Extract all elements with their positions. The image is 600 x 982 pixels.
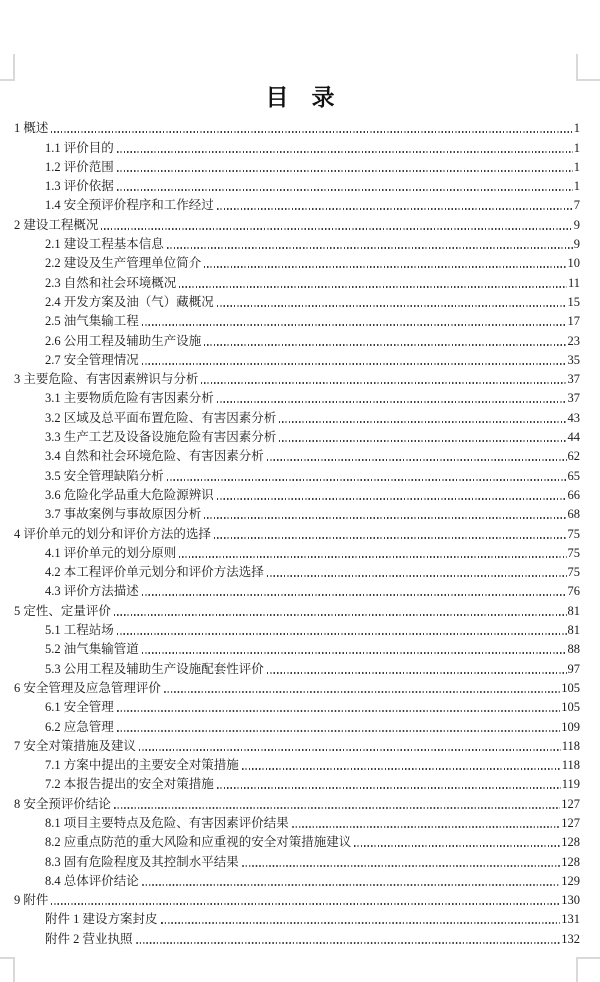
- toc-entry-label: 3.4 自然和社会环境危险、有害因素分析: [45, 449, 264, 464]
- toc-entry[interactable]: [14, 657, 580, 676]
- toc-entry[interactable]: [14, 619, 580, 638]
- toc-entry-label: 5.2 油气集输管道: [45, 642, 139, 657]
- toc-entry-label: 8.2 应重点防范的重大风险和应重视的安全对策措施建议: [45, 835, 352, 850]
- toc-entry-label: 3.1 主要物质危险有害因素分析: [45, 391, 214, 406]
- toc-leader-dots: [214, 537, 567, 539]
- toc-entry-page: 76: [567, 584, 580, 599]
- toc-entry[interactable]: [14, 349, 580, 368]
- toc-entry-page: 37: [567, 391, 580, 406]
- toc-entry-label: 8.3 固有危险程度及其控制水平结果: [45, 854, 239, 869]
- toc-entry[interactable]: [14, 696, 580, 715]
- toc-leader-dots: [161, 922, 561, 924]
- toc-entry-label: 2 建设工程概况: [14, 217, 99, 232]
- toc-entry-label: 1.1 评价目的: [45, 140, 114, 155]
- toc-entry[interactable]: [14, 213, 580, 232]
- toc-entry-page: 15: [567, 294, 580, 309]
- toc-entry[interactable]: [14, 715, 580, 734]
- toc-entry-label: 4.1 评价单元的划分原则: [45, 545, 177, 560]
- toc-leader-dots: [142, 652, 567, 654]
- toc-entry-page: 97: [567, 661, 580, 676]
- toc-entry-label: 8 安全预评价结论: [14, 796, 111, 811]
- toc-entry-page: 1: [573, 140, 580, 155]
- toc-entry-page: 1: [573, 121, 580, 136]
- toc-entry-page: 75: [567, 565, 580, 580]
- toc-leader-dots: [167, 479, 567, 481]
- toc-entry-page: 75: [567, 545, 580, 560]
- toc-leader-dots: [267, 459, 567, 461]
- toc-entry-page: 9: [573, 217, 580, 232]
- toc-entry-label: 3.5 安全管理缺陷分析: [45, 468, 164, 483]
- toc-leader-dots: [201, 382, 566, 384]
- toc-entry-page: 37: [567, 372, 580, 387]
- toc-leader-dots: [117, 151, 573, 153]
- toc-leader-dots: [114, 807, 560, 809]
- toc-entry-label: 9 附件: [14, 893, 49, 908]
- toc-entry[interactable]: [14, 735, 580, 754]
- toc-entry-page: 62: [567, 449, 580, 464]
- toc-leader-dots: [51, 903, 560, 905]
- toc-entry[interactable]: [14, 638, 580, 657]
- toc-entry-page: 132: [561, 931, 580, 946]
- toc-leader-dots: [354, 845, 560, 847]
- toc-entry-label: 附件 2 营业执照: [45, 931, 133, 946]
- toc-entry-label: 2.6 公用工程及辅助生产设施: [45, 333, 202, 348]
- toc-entry[interactable]: [14, 406, 580, 425]
- toc-entry-page: 128: [561, 835, 580, 850]
- toc-leader-dots: [142, 594, 567, 596]
- toc-entry[interactable]: [14, 484, 580, 503]
- toc-entry[interactable]: [14, 580, 580, 599]
- toc-entry[interactable]: [14, 368, 580, 387]
- toc-leader-dots: [217, 401, 567, 403]
- toc-leader-dots: [217, 787, 561, 789]
- toc-entry-page: 9: [573, 237, 580, 252]
- toc-entry[interactable]: [14, 271, 580, 290]
- toc-entry-label: 2.1 建设工程基本信息: [45, 237, 164, 252]
- toc-leader-dots: [292, 826, 560, 828]
- toc-entry[interactable]: [14, 908, 580, 927]
- toc-entry-label: 8.1 项目主要特点及危险、有害因素评价结果: [45, 815, 289, 830]
- toc-entry-label: 2.4 开发方案及油（气）藏概况: [45, 294, 214, 309]
- toc-entry-label: 6 安全管理及应急管理评价: [14, 680, 161, 695]
- toc-entry[interactable]: [14, 156, 580, 175]
- toc-entry-label: 3.2 区域及总平面布置危险、有害因素分析: [45, 410, 277, 425]
- toc-entry-label: 6.2 应急管理: [45, 719, 114, 734]
- toc-entry[interactable]: [14, 503, 580, 522]
- toc-entry-page: 127: [561, 796, 580, 811]
- toc-leader-dots: [164, 691, 560, 693]
- toc-leader-dots: [267, 672, 567, 674]
- toc-entry-page: 81: [567, 603, 580, 618]
- toc-entry-page: 10: [567, 256, 580, 271]
- toc-leader-dots: [242, 768, 561, 770]
- toc-entry-page: 128: [561, 854, 580, 869]
- toc-leader-dots: [101, 228, 572, 230]
- toc-leader-dots: [217, 305, 567, 307]
- toc-entry-page: 44: [567, 430, 580, 445]
- toc-entry-label: 4.2 本工程评价单元划分和评价方法选择: [45, 565, 264, 580]
- toc-entry[interactable]: [14, 927, 580, 946]
- toc-entry-page: 1: [573, 179, 580, 194]
- toc-leader-dots: [204, 266, 566, 268]
- toc-leader-dots: [279, 421, 566, 423]
- margin-mark-bottom-left-vertical: [13, 957, 15, 982]
- margin-mark-top-left-vertical: [13, 54, 15, 81]
- margin-mark-top-left-horizontal: [0, 79, 15, 81]
- toc-entry-page: 130: [561, 893, 580, 908]
- toc-entry-label: 4 评价单元的划分和评价方法的选择: [14, 526, 211, 541]
- toc-entry-label: 7 安全对策措施及建议: [14, 738, 136, 753]
- toc-entry[interactable]: [14, 136, 580, 155]
- toc-entry[interactable]: [14, 329, 580, 348]
- toc-entry[interactable]: [14, 754, 580, 773]
- toc-entry[interactable]: [14, 310, 580, 329]
- toc-leader-dots: [242, 865, 560, 867]
- toc-entry-label: 1.2 评价范围: [45, 159, 114, 174]
- toc-entry-page: 23: [567, 333, 580, 348]
- toc-entry[interactable]: [14, 194, 580, 213]
- toc-entry-label: 3.3 生产工艺及设备设施危险有害因素分析: [45, 430, 277, 445]
- toc-entry[interactable]: [14, 561, 580, 580]
- margin-mark-bottom-right-horizontal: [576, 957, 600, 959]
- toc-entry[interactable]: [14, 870, 580, 889]
- margin-mark-top-right-vertical: [576, 54, 578, 81]
- toc-entry-label: 3.6 危险化学品重大危险源辨识: [45, 487, 214, 502]
- toc-entry[interactable]: [14, 175, 580, 194]
- toc-entry-page: 68: [567, 507, 580, 522]
- toc-entry[interactable]: [14, 464, 580, 483]
- toc-entry[interactable]: [14, 117, 580, 136]
- toc-entry-page: 118: [561, 738, 580, 753]
- toc-leader-dots: [179, 556, 566, 558]
- toc-list: [0, 111, 600, 947]
- toc-leader-dots: [142, 363, 567, 365]
- toc-entry-label: 3.7 事故案例与事故原因分析: [45, 507, 202, 522]
- toc-entry[interactable]: [14, 850, 580, 869]
- toc-entry-label: 1 概述: [14, 121, 49, 136]
- toc-entry-label: 5 定性、定量评价: [14, 603, 111, 618]
- toc-entry-page: 1: [573, 159, 580, 174]
- toc-entry[interactable]: [14, 812, 580, 831]
- margin-mark-bottom-right-vertical: [576, 957, 578, 982]
- toc-entry[interactable]: [14, 291, 580, 310]
- toc-entry[interactable]: [14, 792, 580, 811]
- toc-entry[interactable]: [14, 889, 580, 908]
- toc-leader-dots: [267, 575, 567, 577]
- toc-leader-dots: [179, 286, 567, 288]
- toc-entry-label: 6.1 安全管理: [45, 700, 114, 715]
- toc-entry-page: 105: [561, 700, 580, 715]
- toc-entry[interactable]: [14, 677, 580, 696]
- toc-entry-label: 1.3 评价依据: [45, 179, 114, 194]
- toc-entry-page: 81: [567, 623, 580, 638]
- toc-entry-page: 119: [561, 777, 580, 792]
- toc-entry-label: 5.3 公用工程及辅助生产设施配套性评价: [45, 661, 264, 676]
- toc-leader-dots: [117, 730, 560, 732]
- toc-leader-dots: [117, 633, 567, 635]
- toc-entry[interactable]: [14, 252, 580, 271]
- toc-leader-dots: [136, 942, 561, 944]
- toc-entry-page: 105: [561, 680, 580, 695]
- toc-leader-dots: [117, 189, 573, 191]
- toc-entry-page: 75: [567, 526, 580, 541]
- toc-entry-label: 2.3 自然和社会环境概况: [45, 275, 177, 290]
- toc-entry-label: 2.7 安全管理情况: [45, 352, 139, 367]
- toc-entry-label: 1.4 安全预评价程序和工作经过: [45, 198, 214, 213]
- toc-entry-page: 127: [561, 815, 580, 830]
- toc-leader-dots: [117, 710, 560, 712]
- toc-leader-dots: [114, 614, 567, 616]
- margin-mark-bottom-left-horizontal: [0, 957, 15, 959]
- toc-leader-dots: [279, 440, 566, 442]
- toc-entry-page: 88: [567, 642, 580, 657]
- toc-leader-dots: [204, 344, 566, 346]
- toc-leader-dots: [139, 749, 561, 751]
- toc-entry-page: 109: [561, 719, 580, 734]
- margin-mark-top-right-horizontal: [576, 79, 600, 81]
- toc-entry[interactable]: [14, 773, 580, 792]
- toc-leader-dots: [217, 208, 573, 210]
- toc-entry-page: 11: [567, 275, 580, 290]
- toc-entry[interactable]: [14, 599, 580, 618]
- toc-entry[interactable]: [14, 233, 580, 252]
- toc-entry[interactable]: [14, 445, 580, 464]
- toc-entry[interactable]: [14, 831, 580, 850]
- toc-entry-page: 43: [567, 410, 580, 425]
- toc-leader-dots: [142, 884, 560, 886]
- toc-entry-label: 5.1 工程站场: [45, 623, 114, 638]
- toc-entry-page: 118: [561, 758, 580, 773]
- toc-entry-label: 2.5 油气集输工程: [45, 314, 139, 329]
- toc-entry[interactable]: [14, 426, 580, 445]
- toc-entry-label: 7.1 方案中提出的主要安全对策措施: [45, 758, 239, 773]
- toc-entry[interactable]: [14, 542, 580, 561]
- toc-entry-page: 131: [561, 912, 580, 927]
- toc-leader-dots: [204, 517, 566, 519]
- toc-entry-page: 17: [567, 314, 580, 329]
- toc-entry[interactable]: [14, 387, 580, 406]
- toc-entry-label: 8.4 总体评价结论: [45, 873, 139, 888]
- toc-leader-dots: [142, 324, 567, 326]
- toc-entry-label: 2.2 建设及生产管理单位简介: [45, 256, 202, 271]
- toc-entry-page: 35: [567, 352, 580, 367]
- toc-entry-page: 7: [573, 198, 580, 213]
- toc-leader-dots: [51, 131, 572, 133]
- toc-entry-label: 附件 1 建设方案封皮: [45, 912, 158, 927]
- toc-entry-page: 129: [561, 873, 580, 888]
- toc-leader-dots: [217, 498, 567, 500]
- toc-leader-dots: [167, 247, 573, 249]
- toc-entry-page: 66: [567, 487, 580, 502]
- toc-leader-dots: [117, 170, 573, 172]
- toc-entry[interactable]: [14, 522, 580, 541]
- toc-entry-label: 7.2 本报告提出的安全对策措施: [45, 777, 214, 792]
- toc-entry-page: 65: [567, 468, 580, 483]
- toc-entry-label: 4.3 评价方法描述: [45, 584, 139, 599]
- toc-entry-label: 3 主要危险、有害因素辨识与分析: [14, 372, 199, 387]
- toc-title: 目 录: [265, 85, 335, 110]
